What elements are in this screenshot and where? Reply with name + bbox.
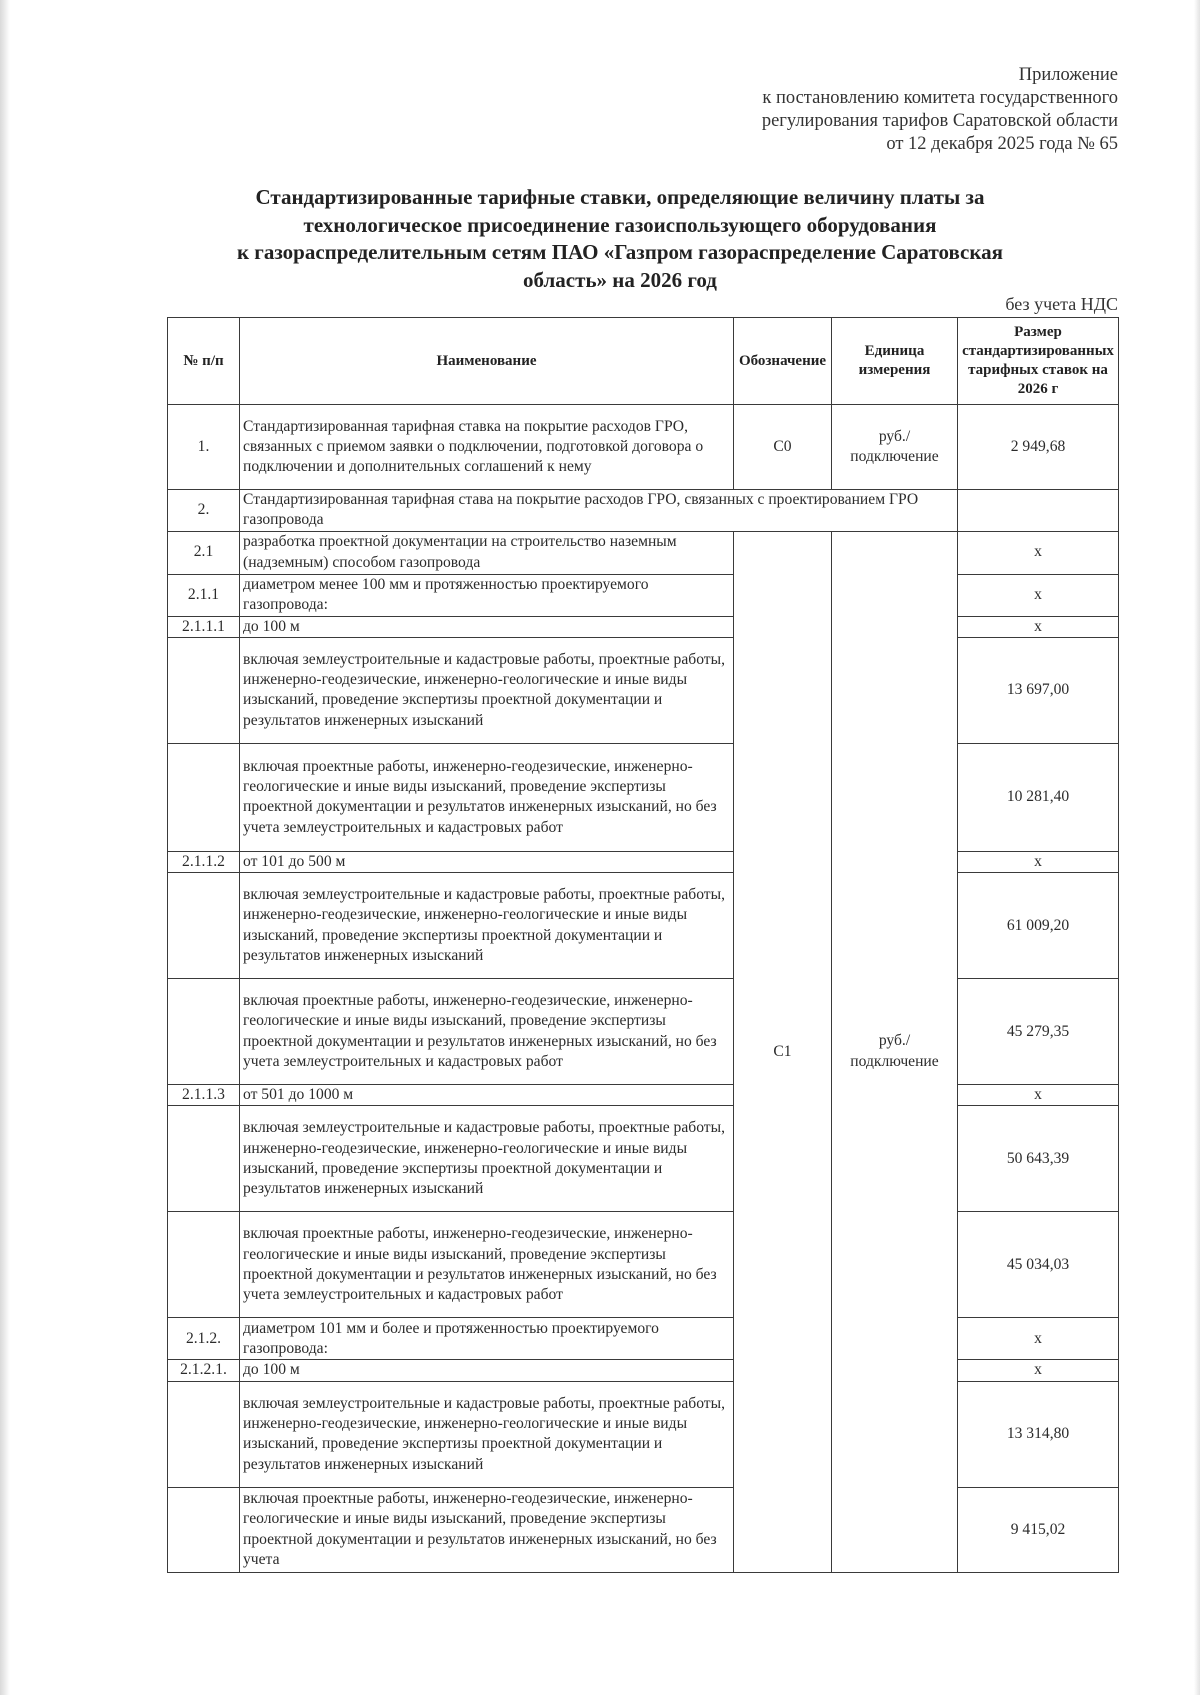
row-value: 9 415,02 <box>958 1487 1119 1572</box>
header-value: Размер стандартизированных тарифных ставок на 2026 г <box>958 318 1119 405</box>
table-row <box>168 1212 1119 1318</box>
row-name: диаметром менее 100 мм и протяженностью проектируемого газопровода: <box>240 574 734 616</box>
table-row <box>168 1381 1119 1487</box>
header-num: № п/п <box>168 318 240 405</box>
table-row <box>168 616 1119 637</box>
table-row <box>168 637 1119 743</box>
row-num: 2. <box>168 490 240 532</box>
table-row <box>168 851 1119 872</box>
tariff-table <box>167 317 1119 1573</box>
row-name: Стандартизированная тарифная ставка на покрытие расходов ГРО, связанных с приемом заявки о подключении, подготовкой договора о подключении и дополнительных соглашений к нему <box>240 405 734 490</box>
row-value: 13 697,00 <box>958 637 1119 743</box>
row-value: х <box>958 531 1119 574</box>
row-num <box>168 1212 240 1318</box>
c1-designation: С1 <box>734 531 832 1572</box>
row-value: 10 281,40 <box>958 743 1119 851</box>
title-line: технологическое присоединение газоиспользующего оборудования <box>303 212 937 237</box>
row-name: включая землеустроительные и кадастровые работы, проектные работы, инженерно-геодезические, инженерно-геологические и иные виды изысканий, проведение экспертизы проектной документации и результатов инженерных изысканий <box>240 1106 734 1212</box>
row-value: 45 034,03 <box>958 1212 1119 1318</box>
appendix-line: Приложение <box>1018 65 1118 85</box>
scan-edge-left <box>0 0 10 1695</box>
row-name: Стандартизированная тарифная става на покрытие расходов ГРО, связанных с проектированием ГРО газопровода <box>240 490 958 532</box>
row-unit: руб./подключение <box>832 405 958 490</box>
table-header-row <box>168 318 1119 405</box>
table-row <box>168 405 1119 490</box>
scan-edge-right <box>1194 0 1200 1695</box>
row-name: до 100 м <box>240 1360 734 1381</box>
table-row <box>168 531 1119 574</box>
row-name: от 501 до 1000 м <box>240 1085 734 1106</box>
table-row <box>168 873 1119 979</box>
row-value: 45 279,35 <box>958 979 1119 1085</box>
row-name: до 100 м <box>240 616 734 637</box>
table-row <box>168 1106 1119 1212</box>
table-row <box>168 574 1119 616</box>
table-row <box>168 1318 1119 1360</box>
appendix-line: от 12 декабря 2025 года № 65 <box>886 134 1118 154</box>
row-num: 2.1 <box>168 531 240 574</box>
row-value: х <box>958 851 1119 872</box>
table-row <box>168 490 1119 532</box>
row-value: х <box>958 1318 1119 1360</box>
appendix-line: к постановлению комитета государственного <box>762 88 1118 108</box>
row-num: 2.1.2. <box>168 1318 240 1360</box>
row-value: х <box>958 574 1119 616</box>
document-title <box>160 184 1080 294</box>
row-value: х <box>958 1360 1119 1381</box>
table-row <box>168 1085 1119 1106</box>
row-num <box>168 1106 240 1212</box>
row-num <box>168 1381 240 1487</box>
header-name: Наименование <box>240 318 734 405</box>
title-line: область» на 2026 год <box>523 267 717 292</box>
row-num: 1. <box>168 405 240 490</box>
title-line: к газораспределительным сетям ПАО «Газпром газораспределение Саратовская <box>236 240 1004 264</box>
row-name: включая землеустроительные и кадастровые работы, проектные работы, инженерно-геодезические, инженерно-геологические и иные виды изысканий, проведение экспертизы проектной документации и результатов инженерных изысканий <box>240 637 734 743</box>
row-name: включая проектные работы, инженерно-геодезические, инженерно-геологические и иные виды изысканий, проведение экспертизы проектной документации и результатов инженерных изысканий, но без учета землеустроительных и кадастровых работ <box>240 979 734 1085</box>
row-value: 2 949,68 <box>958 405 1119 490</box>
row-name: включая проектные работы, инженерно-геодезические, инженерно-геологические и иные виды изысканий, проведение экспертизы проектной документации и результатов инженерных изысканий, но без учета землеустроительных и кадастровых работ <box>240 743 734 851</box>
row-name: включая проектные работы, инженерно-геодезические, инженерно-геологические и иные виды изысканий, проведение экспертизы проектной документации и результатов инженерных изысканий, но без учета <box>240 1487 734 1572</box>
row-value: х <box>958 1085 1119 1106</box>
appendix-note <box>762 64 1118 156</box>
row-value: х <box>958 616 1119 637</box>
row-name: включая землеустроительные и кадастровые работы, проектные работы, инженерно-геодезические, инженерно-геологические и иные виды изысканий, проведение экспертизы проектной документации и результатов инженерных изысканий <box>240 873 734 979</box>
row-name: включая проектные работы, инженерно-геодезические, инженерно-геологические и иные виды изысканий, проведение экспертизы проектной документации и результатов инженерных изысканий, но без учета землеустроительных и кадастровых работ <box>240 1212 734 1318</box>
row-value <box>958 490 1119 532</box>
row-num <box>168 873 240 979</box>
table-row <box>168 979 1119 1085</box>
row-num <box>168 743 240 851</box>
c1-unit: руб./подключение <box>832 531 958 1572</box>
row-num: 2.1.1.2 <box>168 851 240 872</box>
row-num <box>168 979 240 1085</box>
row-num <box>168 1487 240 1572</box>
row-num: 2.1.1.1 <box>168 616 240 637</box>
row-num: 2.1.1 <box>168 574 240 616</box>
appendix-line: регулирования тарифов Саратовской области <box>761 111 1118 131</box>
header-unit: Единица измерения <box>832 318 958 405</box>
row-num: 2.1.1.3 <box>168 1085 240 1106</box>
table-row <box>168 743 1119 851</box>
row-num: 2.1.2.1. <box>168 1360 240 1381</box>
header-designation: Обозначение <box>734 318 832 405</box>
table-row <box>168 1487 1119 1572</box>
row-value: 50 643,39 <box>958 1106 1119 1212</box>
row-name: диаметром 101 мм и более и протяженностью проектируемого газопровода: <box>240 1318 734 1360</box>
title-line: Стандартизированные тарифные ставки, определяющие величину платы за <box>255 185 985 209</box>
row-name: от 101 до 500 м <box>240 851 734 872</box>
row-num <box>168 637 240 743</box>
row-value: 61 009,20 <box>958 873 1119 979</box>
row-name: разработка проектной документации на строительство наземным (надземным) способом газопровода <box>240 531 734 574</box>
table-row <box>168 1360 1119 1381</box>
row-name: включая землеустроительные и кадастровые работы, проектные работы, инженерно-геодезические, инженерно-геологические и иные виды изысканий, проведение экспертизы проектной документации и результатов инженерных изысканий <box>240 1381 734 1487</box>
row-value: 13 314,80 <box>958 1381 1119 1487</box>
row-designation: С0 <box>734 405 832 490</box>
vat-note: без учета НДС <box>1005 294 1118 314</box>
